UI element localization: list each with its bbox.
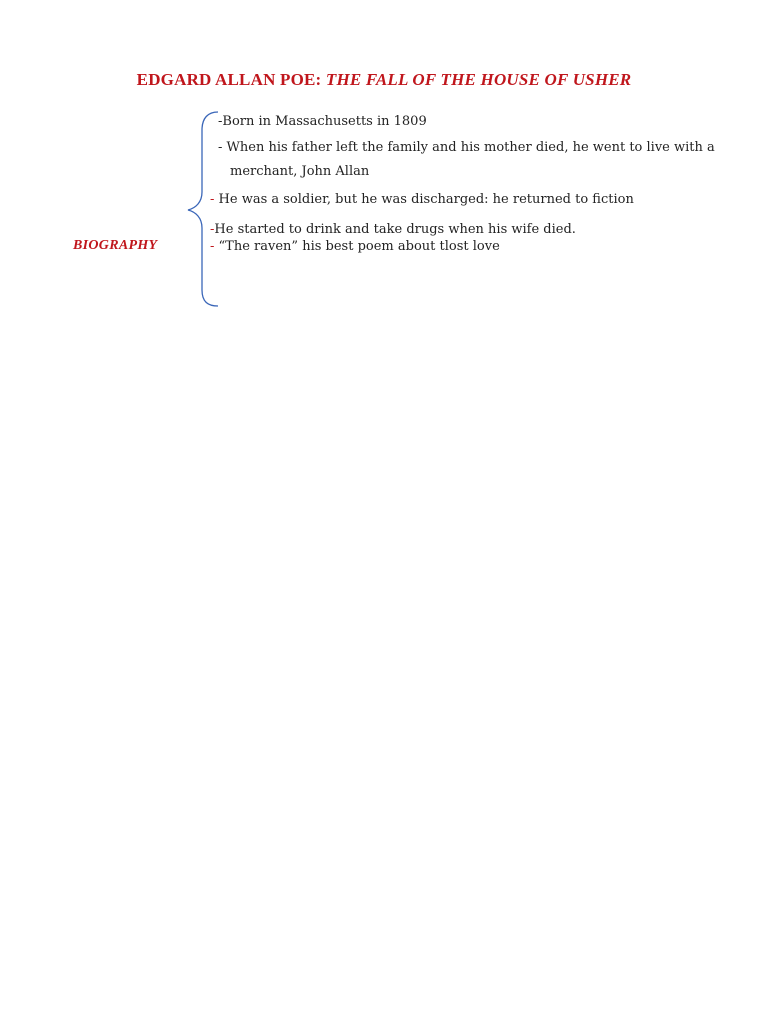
bullet-dash: -	[210, 192, 219, 207]
list-item-text: merchant, John Allan	[230, 164, 370, 179]
list-item	[210, 239, 500, 255]
list-item-text: Born in Massachusetts in 1809	[222, 114, 427, 129]
list-item-text: When his father left the family and his mother died, he went to live with a	[226, 140, 715, 155]
bullet-dash: -	[210, 222, 215, 237]
list-item	[218, 114, 427, 130]
list-item	[218, 140, 715, 156]
title-author: EDGARD ALLAN POE:	[136, 70, 326, 89]
list-item-text: He was a soldier, but he was discharged: he returned to fiction	[218, 192, 634, 207]
title-work: THE FALL OF THE HOUSE OF USHER	[325, 70, 632, 89]
list-item-text: He started to drink and take drugs when his wife died.	[214, 222, 576, 237]
bullet-dash: -	[218, 114, 223, 129]
bullet-dash: -	[210, 239, 219, 254]
list-item	[230, 164, 369, 180]
bullet-dash: -	[218, 140, 227, 155]
list-item-text: “The raven” his best poem about tlost love	[218, 239, 500, 254]
document-title	[0, 70, 768, 90]
list-item	[210, 192, 634, 208]
list-item	[210, 222, 576, 238]
section-label-biography: BIOGRAPHY	[73, 238, 158, 253]
